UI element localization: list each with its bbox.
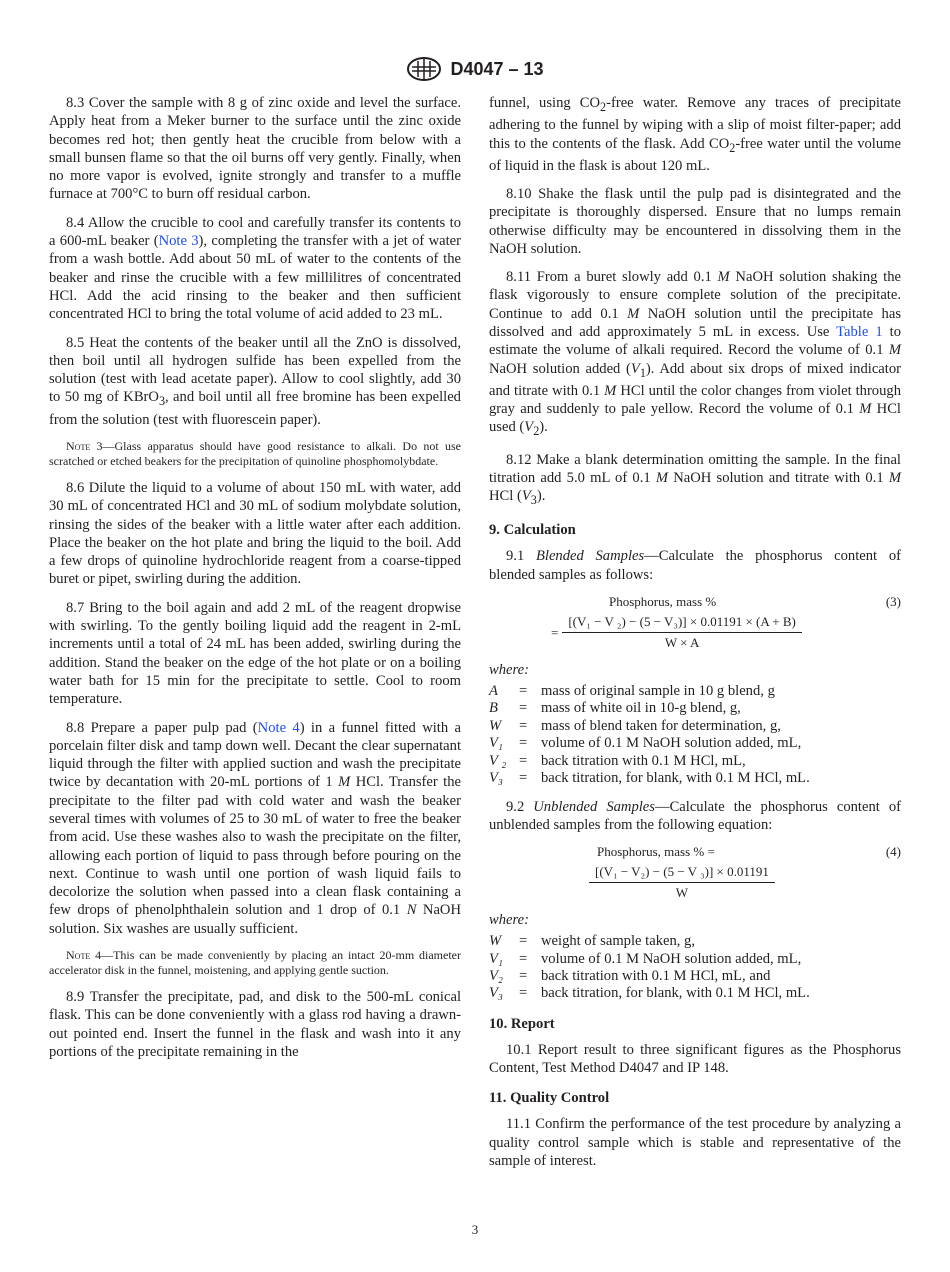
paragraph-8-6: 8.6 Dilute the liquid to a volume of about 150 mL with water, add 30 mL of concentrated HCl and 30 mL of sodium molybdate solution, rinsing the sides of the beaker with a little water after each addition. Place the beaker on the hot plate and bring the liquid to the boil. Add a few drops of quinoline hydrochloride reagent from a coarse-tipped buret or pipet, swirling during the addition. — [49, 479, 461, 588]
left-column — [49, 94, 461, 1071]
definition-row: W = mass of blend taken for determination, g, — [489, 717, 781, 734]
equation-3-numerator: [(V₁ − V ₂) − (5 − V₃)] × 0.01191 × (A + B) — [562, 614, 802, 633]
definition-row: V₁ = volume of 0.1 M NaOH solution added, mL, — [489, 950, 802, 967]
equation-4-label: Phosphorus, mass % = — [597, 844, 715, 860]
definition-row: V₁ = volume of 0.1 M NaOH solution added, mL, — [489, 735, 802, 752]
equation-3-label-row — [489, 594, 901, 610]
where-label-1: where: — [489, 662, 529, 679]
definition-row: B = mass of white oil in 10-g blend, g, — [489, 700, 741, 717]
table-1-link[interactable]: Table 1 — [836, 324, 883, 341]
right-column — [489, 94, 901, 1180]
paragraph-8-4: 8.4 Allow the crucible to cool and carefully transfer its contents to a 600-mL beaker (Note 3), completing the transfer with a jet of water from a wash bottle. Add about 50 mL of water to the contents of the beaker and rinse the crucible with a few millilitres of concentrated HCl. Add the acid rinsing to the beaker and then sufficient concentrated HCl to bring the total volume of acid added to 23 mL. — [49, 214, 461, 323]
page-header — [0, 56, 950, 82]
paragraph-10-1: 10.1 Report result to three significant figures as the Phosphorus Content, Test Method D4047 and IP 148. — [489, 1041, 901, 1077]
paragraph-8-9-continued: funnel, using $CO_2$-free water. Remove any traces of precipitate adhering to the funnel by wiping with a slip of moist filter-paper; add this to the contents of the flask. Add $CO_2$-free water until the volume of liquid in the flask is about 120 mL. — [489, 95, 901, 174]
paragraph-9-1: 9.1 Blended Samples—Calculate the phosphorus content of blended samples as follows: — [489, 548, 901, 583]
note-3: Note 3—Glass apparatus should have good resistance to alkali. Do not use scratched or etched beakers for the precipitation of quinoline phosphomolybdate. — [49, 438, 462, 468]
note-4: Note 4—This can be made conveniently by placing an intact 20-mm diameter accelerator disk in the funnel, moistening, and applying gentle suction. — [49, 948, 461, 978]
where-label-2: where: — [489, 912, 529, 929]
note-3-link[interactable]: Note 3 — [158, 233, 199, 250]
definition-row: V₃ = back titration, for blank, with 0.1 M HCl, mL. — [489, 770, 810, 787]
paragraph-8-10: 8.10 Shake the flask until the pulp pad is disintegrated and the precipitate is thoroughly dispersed. Ensure that no lumps remain otherwise difficulty may be encountered in dissolving them in the NaOH solution. — [489, 186, 901, 257]
definition-row: V ₂ = back titration with 0.1 M HCl, mL, — [489, 752, 746, 769]
definition-row: V₂ = back titration with 0.1 M HCl, mL, and — [489, 967, 771, 984]
paragraph-8-8: 8.8 Prepare a paper pulp pad (Note 4) in a funnel fitted with a porcelain filter disk and tamp down well. Decant the clear supernatant liquid through the filter with applied suction and wash the precipitate twice by decantation with 20-mL portions of 1 M HCl. Transfer the precipitate to the filter pad with cold water and wash the beaker several times with volumes of 25 to 30 mL of water to free the beaker from acid. Use these washes also to wash the precipitate on the filter, allowing each portion of liquid to pass through before pouring on the next. Continue to wash until one portion of wash liquid fails to decolorize the solution when passed into a clean flask containing a few drops of phenolphthalein solution and 1 drop of 0.1 N NaOH solution. Six washes are usually sufficient. — [49, 719, 461, 937]
equation-3-number: (3) — [885, 594, 901, 610]
equation-3: = $\frac{\text{[(V₁ − V ₂) − (5 − V₃)] × 0.01191 × (A + B)}}{W \times A}$ — [551, 614, 901, 651]
section-10-heading: 10. Report — [489, 1015, 555, 1032]
paragraph-8-5: 8.5 Heat the contents of the beaker until all the ZnO is dissolved, then boil until all hydrogen sulfide has been expelled from the solution (test with lead acetate paper). Allow to cool slightly, add 30 to 50 mg of KBrO$_3$, and boil until all free bromine has been expelled from the solution (test with fluorescein paper). — [49, 334, 461, 428]
document-id: D4047 – 13 — [450, 58, 544, 79]
paragraph-8-11: 8.11 From a buret slowly add 0.1 M NaOH solution shaking the flask vigorously to ensure complete solution of the precipitate. Continue to add 0.1 M NaOH solution until the precipitate has dissolved and add approximately 5 mL in excess. Use Table 1 to estimate the volume of alkali required. Record the volume of 0.1 M NaOH solution added $(V_1)$. Add about six drops of mixed indicator and titrate with 0.1 M HCl until the color changes from violet through gray and suddenly to pale yellow. Record the volume of 0.1 M HCl used $(V_2)$. — [489, 269, 902, 439]
paragraph-8-7: 8.7 Bring to the boil again and add 2 mL of the reagent dropwise with swirling. To the gently boiling liquid add the reagent in 2-mL increments until a total of 24 mL has been added, swirling during the addition. Stand the beaker on the edge of the hot plate or on a boiling water bath for 15 min for the precipitate to settle. Cool to room temperature. — [49, 599, 461, 708]
paragraph-11-1: 11.1 Confirm the performance of the test procedure by analyzing a quality control sample which is stable and representative of the sample of interest. — [489, 1116, 901, 1169]
definition-row: A = mass of original sample in 10 g blend, g — [489, 683, 775, 700]
equation-4-number: (4) — [885, 844, 901, 860]
equation-3-label: Phosphorus, mass % — [609, 594, 717, 610]
paragraph-8-12: 8.12 Make a blank determination omitting the sample. In the final titration add 5.0 mL of 0.1 M NaOH solution and titrate with 0.1 M HCl $(V_3)$. — [489, 451, 901, 508]
equation-4 — [589, 864, 901, 901]
definition-row: V₃ = back titration, for blank, with 0.1 M HCl, mL. — [489, 985, 810, 1002]
equation-4-label-row — [489, 844, 901, 860]
paragraph-8-9: 8.9 Transfer the precipitate, pad, and disk to the 500-mL conical flask. This can be done conveniently with a glass rod having a drawn-out pointed end. Insert the funnel in the flask and wash into it any portions of the precipitate remaining in the — [49, 989, 461, 1060]
equation-4-denominator: W — [675, 885, 689, 901]
section-11-heading: 11. Quality Control — [489, 1090, 610, 1107]
section-9-heading: 9. Calculation — [489, 522, 576, 539]
paragraph-8-3: 8.3 Cover the sample with 8 g of zinc oxide and level the surface. Apply heat from a Meker burner to the surface until the zinc oxide becomes red hot; then gently heat the crucible from below with a small bunsen flame so that the oil burns off very gently. Finally, when no more vapor is evolved, ignite strongly and transfer to a muffle furnace at 700°C to burn off residual carbon. — [49, 95, 461, 203]
astm-logo-icon — [406, 57, 442, 81]
definition-row: W = weight of sample taken, g, — [489, 933, 696, 950]
definitions-unblended — [489, 933, 901, 1003]
note-4-link[interactable]: Note 4 — [257, 719, 300, 736]
paragraph-9-2: 9.2 Unblended Samples—Calculate the phosphorus content of unblended samples from the following equation: — [489, 798, 901, 833]
definitions-blended — [489, 683, 901, 787]
page-number: 3 — [471, 1222, 479, 1237]
equation-3-denominator: W × A — [664, 635, 700, 651]
equation-4-numerator: [(V₁ − V₂) − (5 − V ₃)] × 0.01191 — [589, 864, 775, 883]
